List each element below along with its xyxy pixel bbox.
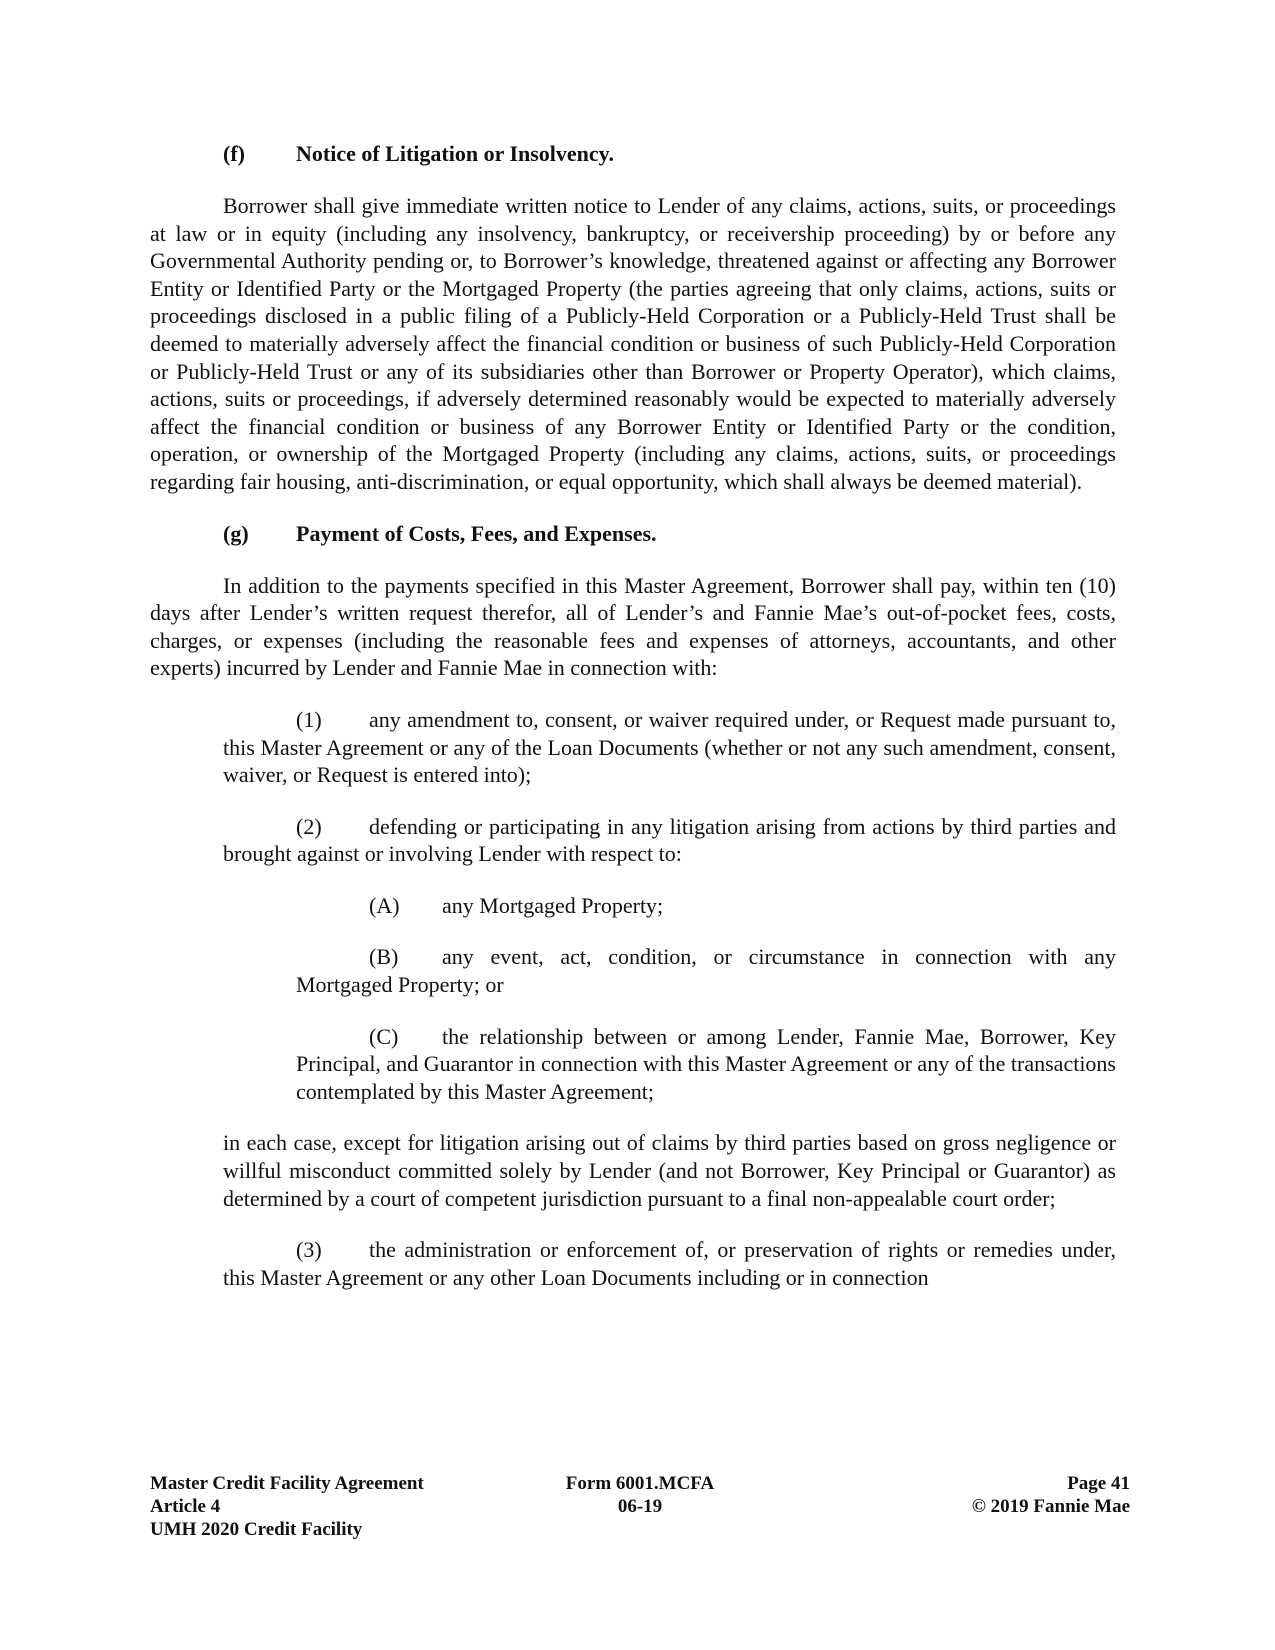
sub-item-c-text: the relationship between or among Lender, Fannie Mae, Borrower, Key Principal, and Guarantor in connection with this Master Agreement or any of the transactions contemplated by this Master Agreement; (296, 1023, 1116, 1104)
footer-article: Article 4 (150, 1496, 221, 1517)
footer-facility-name: UMH 2020 Credit Facility (150, 1519, 363, 1540)
list-item-2-tail: in each case, except for litigation arising out of claims by third parties based on gross negligence or willful misconduct committed solely by Lender (and not Borrower, Key Principal or Guarantor) as determined by a court of competent jurisdiction pursuant to a final non-appealable court order; (223, 1130, 1116, 1211)
sub-item-a (296, 892, 1116, 920)
section-g-mark: (g) (223, 520, 249, 546)
list-item-2-text: defending or participating in any litigation arising from actions by third parties and brought against or involving Lender with respect to: (223, 813, 1116, 867)
section-f-title: Notice of Litigation or Insolvency. (296, 141, 614, 166)
list-item-3-text: the administration or enforcement of, or preservation of rights or remedies under, this Master Agreement or any other Loan Documents including or in connection (223, 1237, 1116, 1290)
sub-item-b (296, 943, 1116, 998)
section-g-intro: In addition to the payments specified in this Master Agreement, Borrower shall pay, within ten (10) days after Lender’s written request therefor, all of Lender’s and Fannie Mae’s out-of-pocket fees, costs, charges, or expenses (including the reasonable fees and expenses of attorneys, accountants, and other experts) incurred by Lender and Fannie Mae in connection with: (150, 572, 1116, 681)
footer-page-number: Page 41 (1067, 1473, 1130, 1494)
footer-center (530, 1472, 750, 1518)
section-g-title: Payment of Costs, Fees, and Expenses. (296, 520, 657, 546)
section-f-mark: (f) (223, 141, 245, 166)
sub-item-a-text: any Mortgaged Property; (442, 892, 664, 918)
footer-form-number: Form 6001.MCFA (565, 1473, 715, 1494)
sub-item-b-text: any event, act, condition, or circumstance in connection with any Mortgaged Property; or (296, 944, 1116, 998)
list-item-2-number: (2) (296, 813, 322, 839)
footer-document-title: Master Credit Facility Agreement (150, 1473, 424, 1494)
footer-form-date: 06-19 (617, 1496, 663, 1517)
list-item-2 (223, 813, 1116, 868)
list-item-1-text: any amendment to, consent, or waiver required under, or Request made pursuant to, this Master Agreement or any of the Loan Documents (whether or not any such amendment, consent, waiver, or Request is entered into); (223, 706, 1116, 788)
footer-left (150, 1472, 550, 1541)
sub-item-c-letter: (C) (369, 1023, 399, 1049)
sub-item-a-letter: (A) (369, 892, 400, 918)
sub-item-c (296, 1023, 1116, 1106)
list-item-3-number: (3) (296, 1237, 322, 1263)
sub-item-b-letter: (B) (369, 944, 399, 970)
list-item-1 (223, 706, 1116, 789)
section-f-body: Borrower shall give immediate written notice to Lender of any claims, actions, suits, or proceedings at law or in equity (including any insolvency, bankruptcy, or receivership proceeding) by or before any Governmental Authority pending or, to Borrower’s knowledge, threatened against or affecting any Borrower Entity or Identified Party or the Mortgaged Property (the parties agreeing that only claims, actions, suits or proceedings disclosed in a public filing of a Publicly-Held Corporation or a Publicly-Held Trust shall be deemed to materially adversely affect the financial condition or business of such Publicly-Held Corporation or Publicly-Held Trust or any of its subsidiaries other than Borrower or Property Operator), which claims, actions, suits or proceedings, if adversely determined reasonably would be expected to materially adversely affect the financial condition or business of any Borrower Entity or Identified Party or the condition, operation, or ownership of the Mortgaged Property (including any claims, actions, suits, or proceedings regarding fair housing, anti-discrimination, or equal opportunity, which shall always be deemed material). (150, 193, 1116, 494)
section-f-heading (150, 140, 1116, 170)
section-g-heading (150, 520, 1116, 550)
list-item-3 (223, 1236, 1116, 1291)
footer-copyright: © 2019 Fannie Mae (971, 1496, 1130, 1517)
list-item-1-number: (1) (296, 706, 322, 732)
footer-right (830, 1472, 1130, 1518)
page-body (150, 140, 1116, 1291)
